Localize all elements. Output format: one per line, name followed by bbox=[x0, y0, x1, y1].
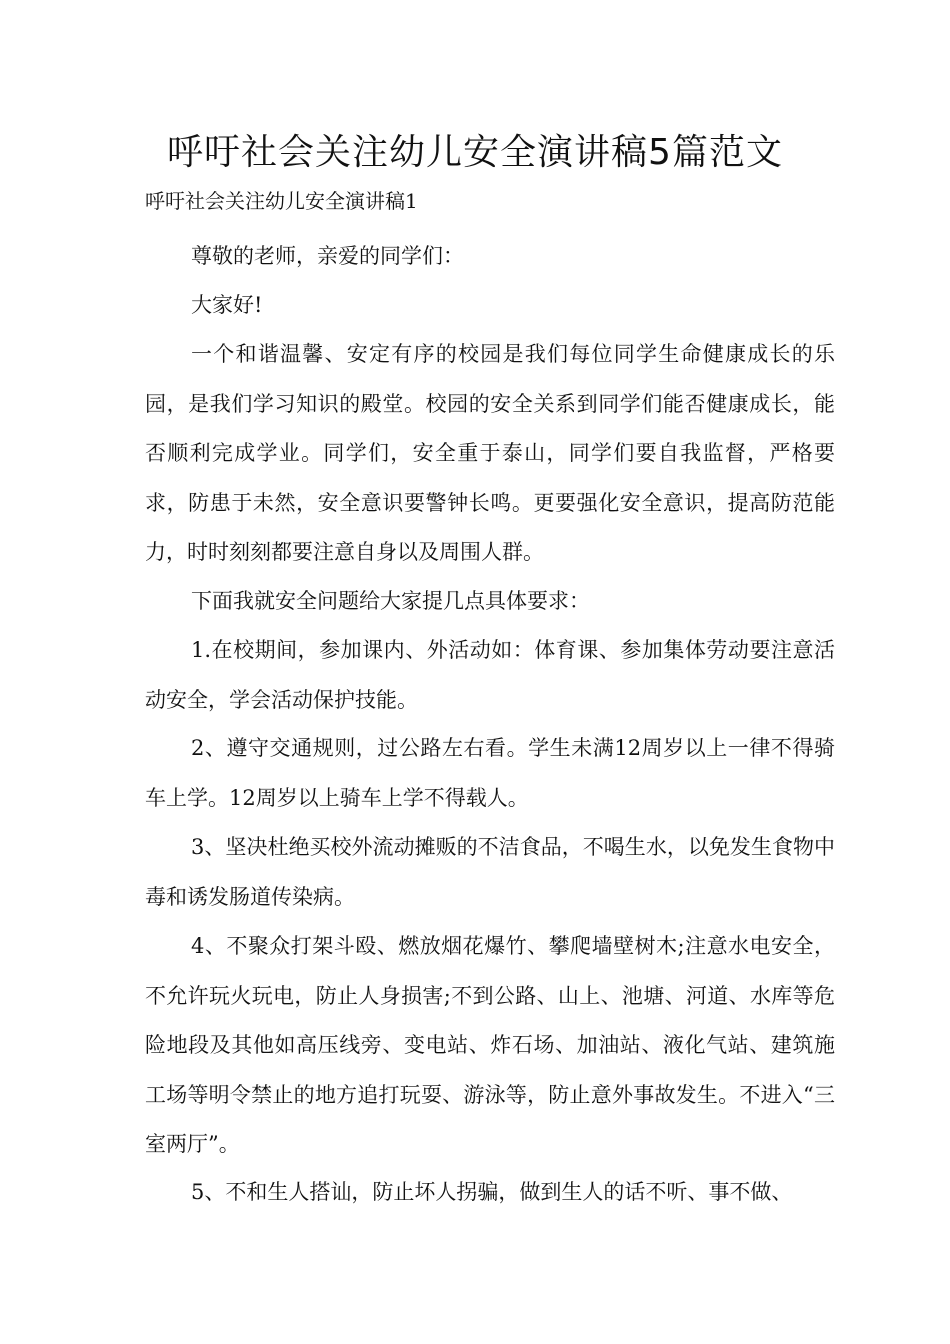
paragraph-item-3: 3、坚决杜绝买校外流动摊贩的不洁食品，不喝生水，以免发生食物中毒和诱发肠道传染病。 bbox=[145, 835, 835, 909]
paragraph-greeting: 尊敬的老师，亲爱的同学们： bbox=[191, 244, 464, 268]
paragraph-item-5: 5、不和生人搭讪，防止坏人拐骗，做到生人的话不听、事不做、 bbox=[191, 1180, 793, 1204]
section-heading: 呼吁社会关注幼儿安全演讲稿1 bbox=[145, 189, 418, 213]
paragraph-item-2: 2、遵守交通规则，过公路左右看。学生未满12周岁以上一律不得骑车上学。12周岁以上骑车上学不得载人。 bbox=[145, 736, 835, 810]
paragraph-item-4: 4、不聚众打架斗殴、燃放烟花爆竹、攀爬墙壁树木;注意水电安全，不允许玩火玩电，防止人身损害;不到公路、山上、池塘、河道、水库等危险地段及其他如高压线旁、变电站、炸石场、加油站、液化气站、建筑施工场等明令禁止的地方追打玩耍、游泳等，防止意外事故发生。不进入“三室两厅”。 bbox=[145, 934, 835, 1157]
paragraph-item-1: 1.在校期间，参加课内、外活动如：体育课、参加集体劳动要注意活动安全，学会活动保护技能。 bbox=[145, 638, 835, 712]
paragraph-hello: 大家好! bbox=[191, 293, 263, 317]
paragraph-requirements-lead: 下面我就安全问题给大家提几点具体要求： bbox=[191, 589, 590, 613]
paragraph-intro: 一个和谐温馨、安定有序的校园是我们每位同学生命健康成长的乐园，是我们学习知识的殿堂。校园的安全关系到同学们能否健康成长，能否顺利完成学业。同学们，安全重于泰山，同学们要自我监督，严格要求，防患于未然，安全意识要警钟长鸣。更要强化安全意识，提高防范能力，时时刻刻都要注意自身以及周围人群。 bbox=[145, 342, 835, 565]
document-title: 呼吁社会关注幼儿安全演讲稿5篇范文 bbox=[167, 132, 783, 173]
